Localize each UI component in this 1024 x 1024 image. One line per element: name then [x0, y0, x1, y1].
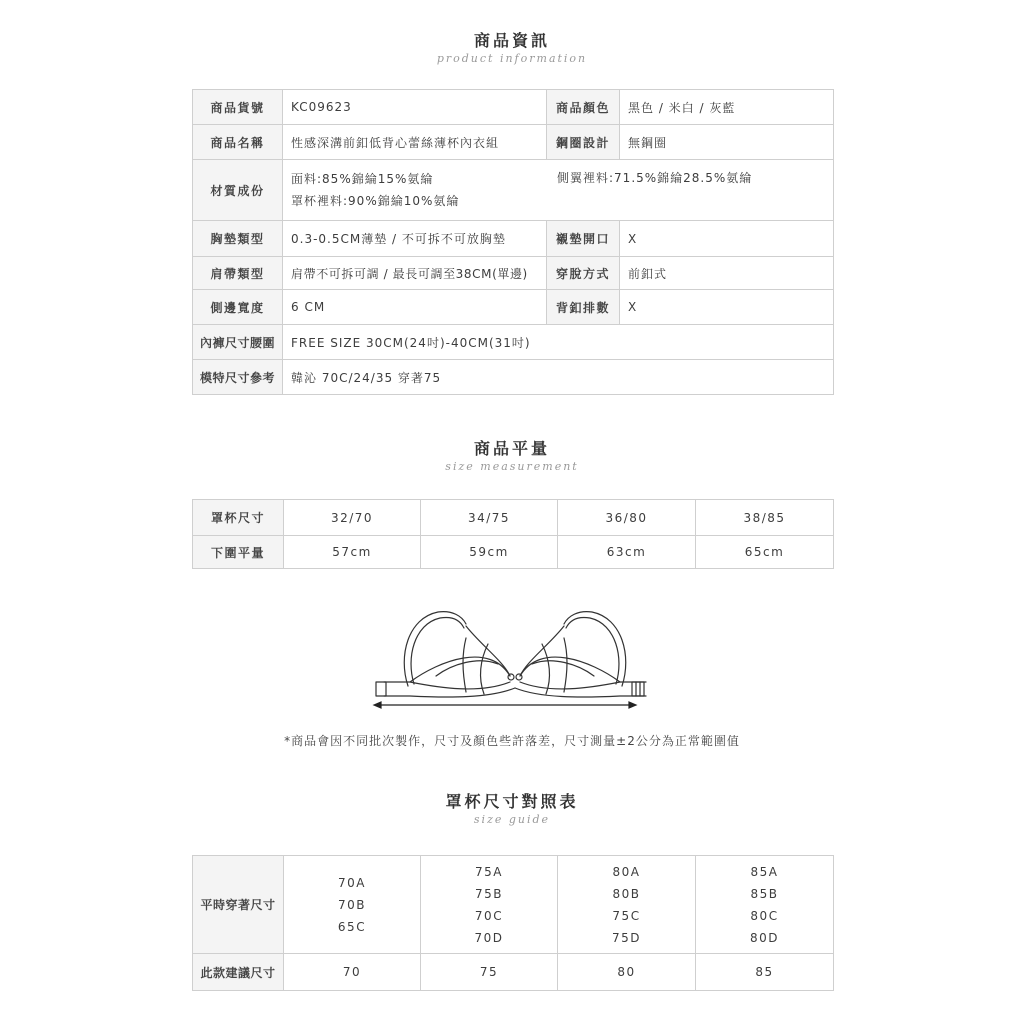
size-item: 70D: [474, 930, 504, 945]
color-label: 商品顏色: [547, 90, 620, 125]
sku-label: 商品貨號: [193, 90, 283, 125]
panty-value: FREE SIZE 30CM(24吋)-40CM(31吋): [283, 325, 834, 360]
usual-size-col-70: [284, 856, 421, 954]
measure-table: [192, 499, 834, 569]
size-item: 80D: [749, 930, 779, 945]
size-item: 85B: [750, 886, 779, 901]
size-cell: 38/85: [696, 500, 834, 536]
size-item: 85A: [750, 864, 779, 879]
usual-size-col-75: [421, 856, 558, 954]
model-label: 模特尺寸參考: [193, 360, 283, 395]
recommend-cell: 75: [421, 954, 558, 991]
usual-size-col-85: [696, 856, 834, 954]
underbust-cell: 65cm: [696, 536, 834, 569]
wire-label: 鋼圈設計: [547, 125, 620, 160]
pad-opening-label: 襯墊開口: [547, 221, 620, 257]
strap-label: 肩帶類型: [193, 257, 283, 290]
size-item: 75D: [611, 930, 641, 945]
wire-value: 無鋼圈: [620, 125, 834, 160]
guide-title: 罩杯尺寸對照表: [445, 792, 579, 811]
size-item: 70A: [338, 875, 366, 890]
material-value: [283, 160, 834, 221]
pad-label: 胸墊類型: [193, 221, 283, 257]
sku-value: KC09623: [283, 90, 547, 125]
material-line-1: 面料:85%錦綸15%氨綸: [291, 172, 434, 186]
underbust-cell: 63cm: [558, 536, 696, 569]
guide-table: [192, 855, 834, 991]
size-item: 75C: [612, 908, 641, 923]
cup-size-label: 罩杯尺寸: [193, 500, 284, 536]
size-cell: 34/75: [421, 500, 558, 536]
measurement-note: *商品會因不同批次製作，尺寸及顏色些許落差，尺寸測量±2公分為正常範圍值: [284, 734, 740, 748]
size-item: 75A: [475, 864, 503, 879]
size-cell: 32/70: [284, 500, 421, 536]
material-label: 材質成份: [193, 160, 283, 221]
material-line-3: 罩杯裡料:90%錦綸10%氨綸: [291, 194, 460, 208]
side-label: 側邊寬度: [193, 290, 283, 325]
info-subtitle: product information: [436, 52, 588, 65]
wear-value: 前釦式: [620, 257, 834, 290]
strap-value: 肩帶不可拆可調 / 最長可調至38CM(單邊): [283, 257, 547, 290]
name-value: 性感深溝前釦低背心蕾絲薄杯內衣組: [283, 125, 547, 160]
hook-label: 背釦排數: [547, 290, 620, 325]
recommend-cell: 80: [558, 954, 696, 991]
size-item: 80C: [750, 908, 779, 923]
usual-size-col-80: [558, 856, 696, 954]
underbust-cell: 59cm: [421, 536, 558, 569]
underbust-label: 下圍平量: [193, 536, 284, 569]
wear-label: 穿脫方式: [547, 257, 620, 290]
usual-size-label: 平時穿著尺寸: [193, 856, 284, 954]
pad-opening-value: X: [620, 221, 834, 257]
size-item: 80B: [612, 886, 641, 901]
size-cell: 36/80: [558, 500, 696, 536]
recommend-cell: 70: [284, 954, 421, 991]
pad-value: 0.3-0.5CM薄墊 / 不可拆不可放胸墊: [283, 221, 547, 257]
recommend-label: 此款建議尺寸: [193, 954, 284, 991]
measure-title: 商品平量: [473, 439, 550, 458]
model-value: 韓沁 70C/24/35 穿著75: [283, 360, 834, 395]
bra-diagram-icon: [370, 604, 660, 714]
size-item: 75B: [474, 886, 503, 901]
underbust-cell: 57cm: [284, 536, 421, 569]
name-label: 商品名稱: [193, 125, 283, 160]
guide-subtitle: size guide: [473, 813, 551, 826]
size-item: 70C: [474, 908, 504, 923]
info-table: [192, 89, 834, 395]
size-item: 70B: [337, 897, 366, 912]
hook-value: X: [620, 290, 834, 325]
size-item: 80A: [612, 864, 641, 879]
size-item: 65C: [337, 919, 367, 934]
material-line-2: 側翼裡料:71.5%錦綸28.5%氨綸: [557, 171, 753, 185]
color-value: 黑色 / 米白 / 灰藍: [620, 90, 834, 125]
info-title: 商品資訊: [473, 31, 550, 50]
recommend-cell: 85: [696, 954, 834, 991]
measure-subtitle: size measurement: [445, 460, 579, 473]
side-value: 6 CM: [283, 290, 547, 325]
panty-label: 內褲尺寸腰圍: [193, 325, 283, 360]
